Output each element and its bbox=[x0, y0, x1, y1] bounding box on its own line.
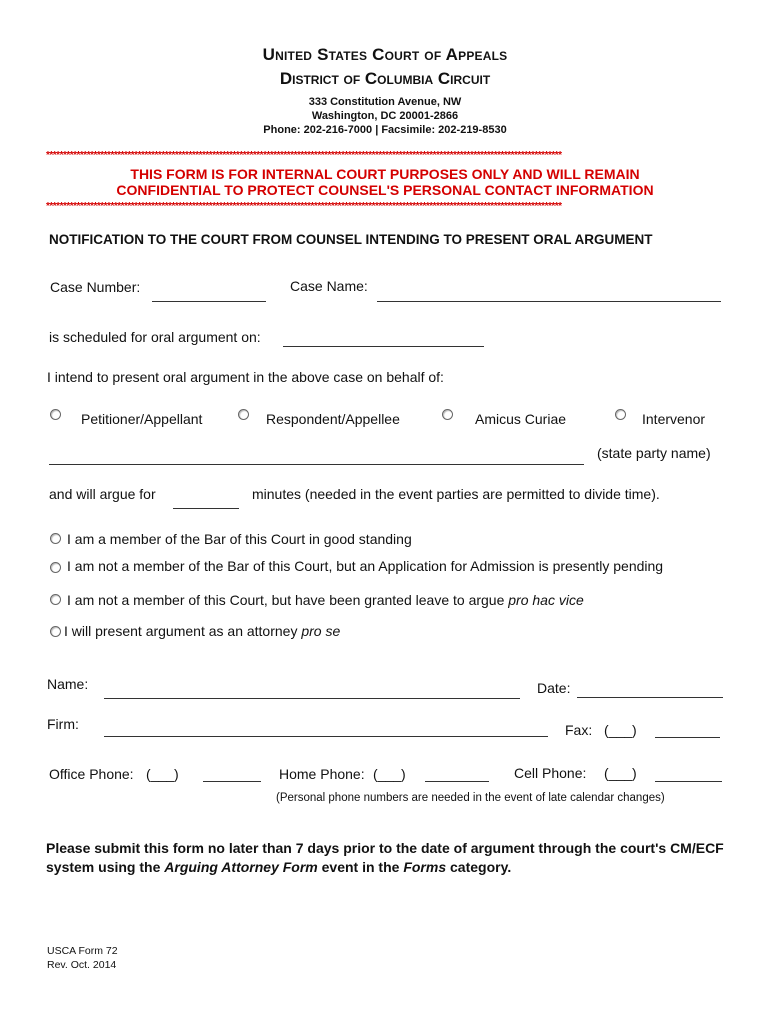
circuit-name: District of Columbia Circuit bbox=[279, 69, 491, 88]
pro-hac-vice-radio[interactable] bbox=[50, 594, 61, 605]
contact-line: Phone: 202-216-7000 | Facsimile: 202-219-8530 bbox=[263, 124, 507, 136]
phone-note: (Personal phone numbers are needed in the event of late calendar changes) bbox=[276, 792, 665, 804]
firm-label: Firm: bbox=[47, 716, 79, 732]
case-number-input[interactable] bbox=[152, 287, 266, 302]
home-phone-input[interactable] bbox=[425, 767, 489, 782]
office-phone-label: Office Phone: bbox=[49, 766, 134, 782]
argument-date-input[interactable] bbox=[283, 332, 484, 347]
respondent-radio[interactable] bbox=[238, 409, 249, 420]
bar-member-label: I am a member of the Bar of this Court in good standing bbox=[67, 531, 412, 547]
notice-line-1: THIS FORM IS FOR INTERNAL COURT PURPOSES ONLY AND WILL REMAIN bbox=[130, 166, 640, 182]
form-id: USCA Form 72 bbox=[47, 945, 118, 957]
fax-input[interactable] bbox=[655, 723, 720, 738]
respondent-label: Respondent/Appellee bbox=[266, 411, 400, 427]
submission-instructions: Please submit this form no later than 7 days prior to the date of argument through the court's CM/ECF system using the Arguing Attorney Form event in the Forms category. bbox=[46, 840, 724, 875]
date-label: Date: bbox=[537, 680, 571, 696]
minutes-label: minutes (needed in the event parties are permitted to divide time). bbox=[252, 486, 660, 502]
amicus-radio[interactable] bbox=[442, 409, 453, 420]
case-name-input[interactable] bbox=[377, 287, 721, 302]
court-name: United States Court of Appeals bbox=[262, 45, 508, 64]
form-title: NOTIFICATION TO THE COURT FROM COUNSEL INTENDING TO PRESENT ORAL ARGUMENT bbox=[49, 232, 653, 247]
name-label: Name: bbox=[47, 676, 89, 692]
amicus-label: Amicus Curiae bbox=[475, 411, 567, 427]
behalf-label: I intend to present oral argument in the above case on behalf of: bbox=[47, 369, 444, 385]
home-phone-area-code[interactable]: (___) bbox=[373, 766, 406, 782]
form-revision: Rev. Oct. 2014 bbox=[47, 959, 117, 971]
party-name-input[interactable] bbox=[49, 450, 584, 465]
notice-stars-top: ******************************************************************************************************************************************************** bbox=[46, 150, 562, 161]
home-phone-label: Home Phone: bbox=[279, 766, 365, 782]
pro-se-label: I will present argument as an attorney pro se bbox=[64, 623, 341, 639]
intervenor-label: Intervenor bbox=[642, 411, 706, 427]
cell-phone-area-code[interactable]: (___) bbox=[604, 765, 637, 781]
case-number-label: Case Number: bbox=[50, 279, 141, 295]
state-party-label: (state party name) bbox=[597, 445, 711, 461]
cell-phone-input[interactable] bbox=[655, 767, 722, 782]
case-name-label: Case Name: bbox=[290, 278, 368, 294]
pro-se-radio[interactable] bbox=[50, 626, 61, 637]
office-phone-input[interactable] bbox=[203, 767, 261, 782]
address-line-2: Washington, DC 20001-2866 bbox=[311, 110, 459, 122]
office-phone-area-code[interactable]: (___) bbox=[146, 766, 179, 782]
scheduled-label: is scheduled for oral argument on: bbox=[49, 329, 261, 345]
address-line-1: 333 Constitution Avenue, NW bbox=[308, 96, 462, 108]
pro-hac-vice-label: I am not a member of this Court, but have been granted leave to argue pro hac vice bbox=[67, 592, 584, 608]
argue-for-label: and will argue for bbox=[49, 486, 156, 502]
name-input[interactable] bbox=[104, 684, 520, 699]
bar-pending-label: I am not a member of the Bar of this Court, but an Application for Admission is presently pending bbox=[67, 558, 664, 574]
notice-line-2: CONFIDENTIAL TO PROTECT COUNSEL'S PERSONAL CONTACT INFORMATION bbox=[116, 182, 654, 198]
bar-pending-radio[interactable] bbox=[50, 562, 61, 573]
cell-phone-label: Cell Phone: bbox=[514, 765, 587, 781]
firm-input[interactable] bbox=[104, 722, 548, 737]
fax-label: Fax: bbox=[565, 722, 593, 738]
fax-area-code[interactable]: (___) bbox=[604, 722, 637, 738]
bar-member-radio[interactable] bbox=[50, 533, 61, 544]
notice-stars-bottom: ******************************************************************************************************************************************************** bbox=[46, 201, 562, 212]
minutes-input[interactable] bbox=[173, 494, 239, 509]
petitioner-label: Petitioner/Appellant bbox=[81, 411, 203, 427]
date-input[interactable] bbox=[577, 683, 723, 698]
petitioner-radio[interactable] bbox=[50, 409, 61, 420]
intervenor-radio[interactable] bbox=[615, 409, 626, 420]
